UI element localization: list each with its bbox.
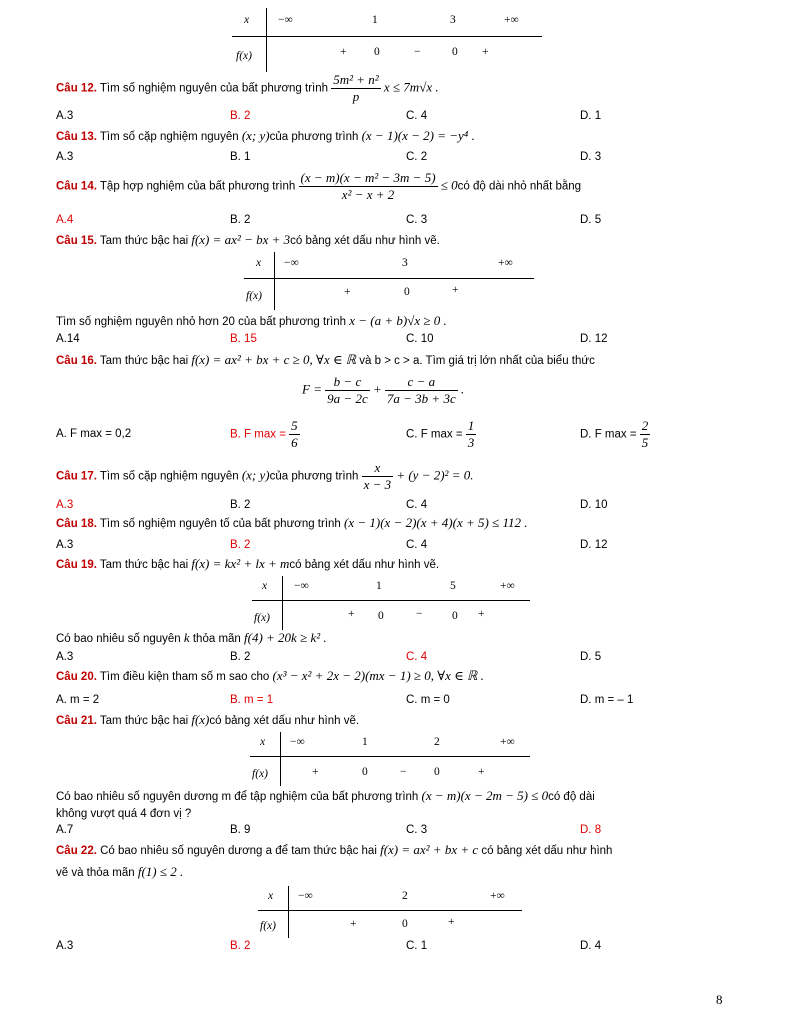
text-fragment: −∞: [290, 736, 305, 748]
text-fragment: có độ dài: [548, 791, 595, 803]
question-14: [56, 170, 581, 203]
answer-b: B. 2: [230, 651, 251, 663]
answer-b: B. 2: [230, 110, 251, 122]
text-fragment: của phương trình: [269, 131, 362, 143]
answer-c: C. 4: [406, 499, 428, 511]
text-fragment: x: [256, 257, 262, 269]
text-fragment: x − (a + b)√x ≥ 0 .: [349, 313, 447, 328]
text-fragment: Câu 13.: [56, 131, 97, 143]
text-fragment: 1: [376, 580, 382, 592]
text-fragment: +: [312, 766, 319, 778]
answer-a: A.3: [56, 940, 74, 952]
text-fragment: f(x) = ax² + bx + c ≥ 0, ∀x ∈ ℝ: [191, 352, 357, 367]
text-fragment: x: [260, 736, 266, 748]
text-fragment: (x³ − x² + 2x − 2)(mx − 1) ≥ 0, ∀x ∈ ℝ .: [272, 668, 484, 683]
text-fragment: Câu 12.: [56, 82, 97, 95]
answer-c: C. 3: [406, 214, 428, 226]
text-fragment: f(x): [254, 612, 270, 624]
answer-a: A.3: [56, 539, 74, 551]
answer-d: D. 8: [580, 824, 602, 836]
text-fragment: vẽ và thỏa mãn: [56, 867, 138, 879]
table-cell: 0: [374, 46, 380, 58]
answer-b: B. 2: [230, 539, 251, 551]
answer-b: B. F max = $\frac{5}{6}$: [230, 418, 298, 450]
answer-c: C. F max = $\frac{1}{3}$: [406, 418, 475, 450]
text-fragment: p: [352, 89, 360, 104]
question-17: [56, 460, 473, 493]
text-fragment: Câu 21.: [56, 715, 97, 727]
question-19-line2: [56, 630, 327, 646]
text-fragment: 0: [404, 286, 410, 298]
text-fragment: 0: [378, 610, 384, 622]
question-19: [56, 556, 439, 572]
text-fragment: 1: [467, 418, 475, 433]
table-rule: [274, 252, 275, 310]
text-fragment: 1: [362, 736, 368, 748]
question-15-line2: [56, 313, 447, 329]
text-fragment: x − 3: [363, 477, 392, 492]
text-fragment: f(x): [191, 712, 210, 727]
text-fragment: f(4) + 20k ≥ k² .: [244, 630, 327, 645]
table-cell: 1: [372, 14, 378, 26]
text-fragment: ≤ 0: [440, 177, 458, 193]
text-fragment: Tìm số nghiệm nguyên nhỏ hơn 20 của bất phương trình: [56, 316, 350, 328]
text-fragment: x: [262, 580, 268, 592]
table-cell: −: [414, 46, 421, 58]
text-fragment: −∞: [294, 580, 309, 592]
answer-a: A.14: [56, 333, 80, 345]
answer-b: B. m = 1: [230, 694, 274, 706]
text-fragment: Câu 17.: [56, 470, 97, 483]
text-fragment: Có bao nhiêu số nguyên dương m để tập nghiệm của bất phương trình: [56, 791, 422, 803]
text-fragment: 5: [450, 580, 456, 592]
table-rule: [250, 756, 530, 757]
answer-c: C. 4: [406, 651, 428, 663]
question-22-line2: [56, 864, 183, 880]
answer-d: D. 5: [580, 214, 602, 226]
text-fragment: Có bao nhiêu số nguyên: [56, 633, 184, 645]
question-15: [56, 232, 440, 248]
table-cell: +∞: [504, 14, 519, 26]
table-cell: +: [340, 46, 347, 58]
sign-table-1: [232, 8, 544, 72]
text-fragment: Tập hợp nghiệm của bất phương trình: [96, 180, 299, 193]
table-cell: f(x): [236, 50, 252, 62]
text-fragment: f(x) = ax² − bx + 3: [191, 232, 291, 247]
text-fragment: 3: [402, 257, 408, 269]
text-fragment: +: [478, 766, 485, 778]
table-cell: x: [244, 14, 250, 26]
table-cell: 3: [450, 14, 456, 26]
answer-d: D. 5: [580, 651, 602, 663]
table-cell: +: [482, 46, 489, 58]
text-fragment: 0: [452, 610, 458, 622]
answer-a: A.7: [56, 824, 74, 836]
sign-table-3: [252, 576, 532, 630]
answer-d: D. 10: [580, 499, 608, 511]
text-fragment: +∞: [498, 257, 513, 269]
text-fragment: [325, 374, 370, 407]
text-fragment: x² − x + 2: [341, 187, 395, 202]
table-rule: [252, 600, 530, 601]
text-fragment: −: [416, 608, 423, 620]
text-fragment: Tam thức bậc hai: [96, 235, 192, 247]
text-fragment: Câu 19.: [56, 559, 97, 571]
text-fragment: (x; y): [241, 128, 270, 143]
answer-d: D. 12: [580, 539, 608, 551]
text-fragment: Câu 14.: [56, 180, 97, 193]
text-fragment: f(x): [260, 920, 276, 932]
table-rule: [258, 910, 522, 911]
text-fragment: +: [372, 381, 382, 397]
answer-c: C. 10: [406, 333, 434, 345]
text-fragment: b − c: [325, 374, 370, 391]
answer-d: D. 12: [580, 333, 608, 345]
text-fragment: 7a − 3b + 3c: [386, 391, 456, 406]
text-fragment: (x − 1)(x − 2)(x + 4)(x + 5) ≤ 112 .: [344, 515, 528, 530]
text-fragment: (x; y): [241, 467, 270, 483]
text-fragment: có bảng xét dấu như hình vẽ.: [290, 235, 440, 247]
text-fragment: [362, 460, 394, 493]
table-rule: [280, 732, 281, 786]
question-16: [56, 352, 595, 368]
text-fragment: Tìm số cặp nghiệm nguyên: [96, 470, 242, 483]
text-fragment: Tam thức bậc hai: [96, 559, 192, 571]
text-fragment: +: [344, 286, 351, 298]
text-fragment: (x − m)(x − m² − 3m − 5): [300, 170, 436, 185]
text-fragment: Tìm điều kiện tham số m sao cho: [96, 671, 273, 683]
question-18: [56, 515, 528, 531]
text-fragment: +: [348, 608, 355, 620]
text-fragment: Câu 18.: [56, 518, 97, 530]
question-21-line3: không vượt quá 4 đơn vị ?: [56, 808, 192, 820]
text-fragment: Có bao nhiêu số nguyên dương a để tam thức bậc hai: [96, 845, 381, 857]
question-21: [56, 712, 359, 728]
text-fragment: 2: [402, 890, 408, 902]
page-number: 8: [716, 992, 723, 1007]
text-fragment: 6: [291, 435, 298, 450]
text-fragment: Tìm số nghiệm nguyên tố của bất phương trình: [96, 518, 345, 530]
text-fragment: 9a − 2c: [327, 391, 368, 406]
text-fragment: +: [448, 916, 455, 928]
sign-table-5: [258, 886, 524, 938]
text-fragment: F =: [302, 381, 322, 397]
answer-b: B. 2: [230, 214, 251, 226]
table-rule: [244, 278, 534, 279]
text-fragment: 0: [434, 766, 440, 778]
text-fragment: x: [268, 890, 274, 902]
answer-c: C. 4: [406, 110, 428, 122]
text-fragment: [289, 418, 300, 451]
text-fragment: f(x): [246, 290, 262, 302]
answer-a: A.4: [56, 214, 74, 226]
formula-F: [302, 374, 464, 407]
table-rule: [232, 36, 542, 37]
text-fragment: của phương trình: [269, 470, 362, 483]
table-cell: 0: [452, 46, 458, 58]
text-fragment: f(x) = kx² + lx + m: [191, 556, 290, 571]
question-20: [56, 668, 484, 684]
question-13: [56, 128, 475, 144]
text-fragment: có bảng xét dấu như hình: [478, 845, 613, 857]
sign-table-4: [250, 732, 532, 786]
text-fragment: thỏa mãn: [189, 633, 245, 645]
question-22: [56, 842, 612, 858]
text-fragment: c − a: [385, 374, 458, 391]
answer-c: C. 2: [406, 151, 428, 163]
question-21-line2: [56, 788, 595, 804]
answer-a: A.3: [56, 651, 74, 663]
answer-a: A.3: [56, 151, 74, 163]
answer-a: A.3: [56, 110, 74, 122]
text-fragment: +: [478, 608, 485, 620]
text-fragment: 5: [641, 435, 649, 450]
text-fragment: 0: [362, 766, 368, 778]
text-fragment: Câu 16.: [56, 355, 97, 367]
text-fragment: Tam thức bậc hai: [96, 715, 192, 727]
text-fragment: x ≤ 7m√x .: [383, 79, 439, 95]
answer-d: D. 1: [580, 110, 602, 122]
text-fragment: 0: [402, 918, 408, 930]
table-rule: [288, 886, 289, 938]
sign-table-2: [244, 252, 536, 310]
text-fragment: Câu 22.: [56, 845, 97, 857]
answer-c: C. 3: [406, 824, 428, 836]
answer-b: B. 15: [230, 333, 257, 345]
text-fragment: 2: [434, 736, 440, 748]
fraction: [299, 170, 438, 203]
fraction: [331, 72, 380, 105]
text-fragment: Tìm số cặp nghiệm nguyên: [96, 131, 242, 143]
text-fragment: −∞: [298, 890, 313, 902]
answer-d: D. 3: [580, 151, 602, 163]
text-fragment: Câu 15.: [56, 235, 97, 247]
text-fragment: −∞: [284, 257, 299, 269]
answer-b: B. 9: [230, 824, 251, 836]
text-fragment: +: [350, 918, 357, 930]
text-fragment: f(1) ≤ 2 .: [137, 864, 184, 879]
text-fragment: 5: [291, 418, 298, 433]
text-fragment: + (y − 2)² = 0.: [396, 467, 474, 483]
answer-a: A. m = 2: [56, 694, 100, 706]
question-12: [56, 72, 439, 105]
text-fragment: (x − 1)(x − 2) = −y⁴ .: [361, 128, 475, 143]
text-fragment: +∞: [500, 736, 515, 748]
answer-d: D. F max = $\frac{2}{5}$: [580, 418, 649, 450]
answer-a: A. F max = 0,2: [56, 428, 132, 440]
text-fragment: [385, 374, 458, 407]
table-rule: [282, 576, 283, 630]
text-fragment: .: [460, 381, 465, 397]
text-fragment: f(x): [252, 768, 268, 780]
text-fragment: 5m² + n²: [333, 72, 379, 87]
answer-b: B. 2: [230, 940, 251, 952]
answer-d: D. 4: [580, 940, 602, 952]
text-fragment: có bảng xét dấu như hình vẽ.: [289, 559, 440, 571]
answer-c: C. 1: [406, 940, 428, 952]
text-fragment: có độ dài nhỏ nhất bằng: [457, 180, 582, 193]
text-fragment: [466, 418, 477, 451]
text-fragment: có bảng xét dấu như hình vẽ.: [209, 715, 360, 727]
table-rule: [266, 8, 267, 72]
text-fragment: x: [362, 460, 394, 477]
text-fragment: −: [400, 766, 407, 778]
answer-a: A.3: [56, 499, 74, 511]
answer-b: B. 1: [230, 151, 251, 163]
text-fragment: Tam thức bậc hai: [96, 355, 192, 367]
text-fragment: +∞: [490, 890, 505, 902]
answer-c: C. 4: [406, 539, 428, 551]
text-fragment: 2: [641, 418, 649, 433]
answer-c: C. m = 0: [406, 694, 450, 706]
text-fragment: [640, 418, 651, 451]
text-fragment: và b > c > a. Tìm giá trị lớn nhất của biểu thức: [356, 355, 595, 367]
text-fragment: +: [452, 284, 459, 296]
text-fragment: +∞: [500, 580, 515, 592]
text-fragment: k: [183, 630, 190, 645]
text-fragment: 3: [467, 435, 475, 450]
answer-b: B. 2: [230, 499, 251, 511]
table-cell: −∞: [278, 14, 293, 26]
text-fragment: Câu 20.: [56, 671, 97, 683]
text-fragment: (x − m)(x − 2m − 5) ≤ 0: [421, 788, 549, 803]
text-fragment: Tìm số nghiệm nguyên của bất phương trình: [96, 82, 332, 95]
answer-d: D. m = – 1: [580, 694, 634, 706]
text-fragment: f(x) = ax² + bx + c: [380, 842, 479, 857]
